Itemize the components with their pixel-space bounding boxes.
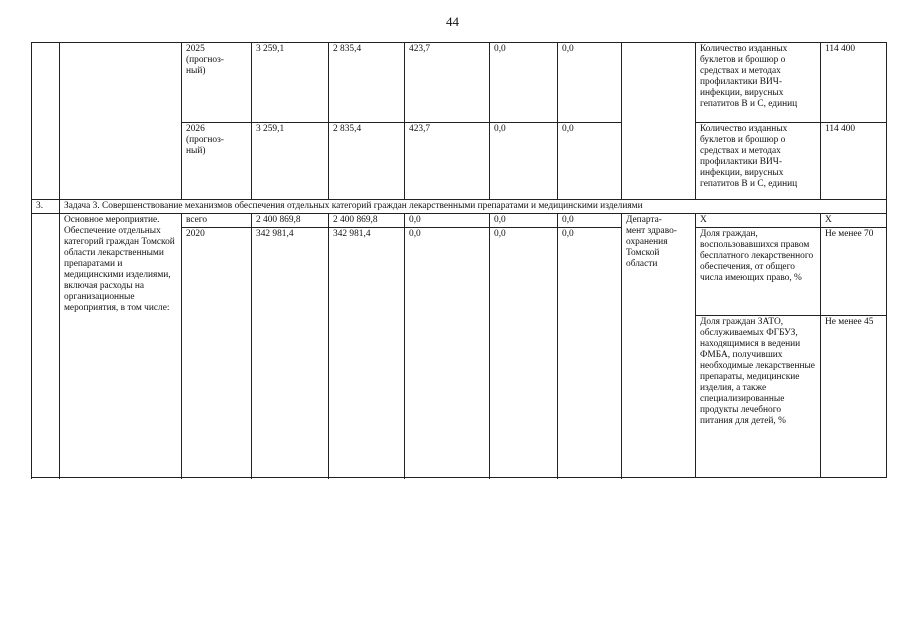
amount-total-cell: 3 259,1 [252, 123, 329, 200]
amount-other-cell: 0,0 [558, 123, 622, 200]
indicator-value-cell: 114 400 [821, 123, 887, 200]
executor-cell: Департа- мент здраво- охранения Томской области [622, 214, 696, 478]
amount-regional-cell: 423,7 [405, 43, 490, 123]
amount-regional-cell: 0,0 [405, 228, 490, 478]
amount-federal-cell: 2 835,4 [329, 43, 405, 123]
task-row [32, 200, 887, 214]
task-title: Задача 3. Совершенствование механизмов обеспечения отдельных категорий граждан лекарственными препаратами и медицинскими изделиями [60, 200, 887, 214]
table-row [32, 214, 887, 228]
amount-federal-cell: 2 835,4 [329, 123, 405, 200]
amount-federal-cell: 2 400 869,8 [329, 214, 405, 228]
amount-total-cell: 3 259,1 [252, 43, 329, 123]
main-event-name: Основное мероприятие. Обеспечение отдельных категорий граждан Томской области лекарственными препаратами и медицинскими изделиями, включая расходы на организационные мероприятия, в том числе: [60, 214, 182, 478]
indicator-value-cell: X [821, 214, 887, 228]
year-cell: 2020 [182, 228, 252, 478]
page-number: 44 [446, 14, 459, 29]
number-cell [32, 214, 60, 478]
amount-local-cell: 0,0 [490, 123, 558, 200]
indicator-cell: Количество изданных буклетов и брошюр о средствах и методах профилактики ВИЧ-инфекции, вирусных гепатитов В и С, единиц [696, 43, 821, 123]
amount-total-cell: 2 400 869,8 [252, 214, 329, 228]
indicator-cell: Доля граждан, воспользовавшихся правом бесплатного лекарственного обеспечения, от общего числа имеющих право, % [696, 228, 821, 316]
amount-regional-cell: 423,7 [405, 123, 490, 200]
amount-local-cell: 0,0 [490, 43, 558, 123]
year-cell: 2026 (прогноз- ный) [182, 123, 252, 200]
indicator-value-cell: Не менее 45 [821, 316, 887, 478]
amount-federal-cell: 342 981,4 [329, 228, 405, 478]
year-cell: 2025 (прогноз- ный) [182, 43, 252, 123]
indicator-cell: X [696, 214, 821, 228]
amount-other-cell: 0,0 [558, 228, 622, 478]
indicator-cell: Доля граждан ЗАТО, обслуживаемых ФГБУЗ, находящимися в ведении ФМБА, получивших необходимые лекарственные препараты, медицинские изделия, а также специализированные продукты лечебного питания для детей, % [696, 316, 821, 478]
indicator-value-cell: 114 400 [821, 43, 887, 123]
year-cell: всего [182, 214, 252, 228]
executor-cell [622, 43, 696, 200]
amount-local-cell: 0,0 [490, 214, 558, 228]
number-cell [32, 43, 60, 200]
indicator-value-cell: Не менее 70 [821, 228, 887, 316]
task-number: 3. [32, 200, 60, 214]
amount-regional-cell: 0,0 [405, 214, 490, 228]
event-name-cell [60, 43, 182, 200]
amount-other-cell: 0,0 [558, 43, 622, 123]
amount-other-cell: 0,0 [558, 214, 622, 228]
amount-total-cell: 342 981,4 [252, 228, 329, 478]
amount-local-cell: 0,0 [490, 228, 558, 478]
program-table [31, 42, 887, 478]
indicator-cell: Количество изданных буклетов и брошюр о средствах и методах профилактики ВИЧ-инфекции, вирусных гепатитов В и С, единиц [696, 123, 821, 200]
table-row [32, 43, 887, 123]
